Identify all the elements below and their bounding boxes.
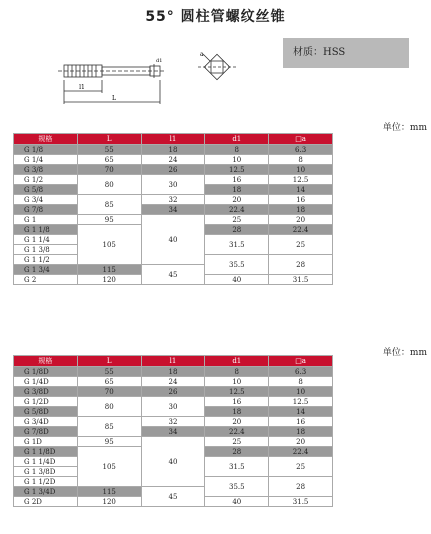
cell-d1: 12.5: [205, 387, 269, 397]
cell-a: 14: [269, 407, 333, 417]
cell-d1: 8: [205, 145, 269, 155]
cell-l1: 45: [141, 487, 205, 507]
cell-L: 120: [77, 275, 141, 285]
cell-d1: 40: [205, 497, 269, 507]
cell-size: G 1 3/4D: [14, 487, 78, 497]
cell-size: G 7/8D: [14, 427, 78, 437]
unit-label-2: 单位：mm: [382, 348, 427, 358]
table-row: [14, 397, 333, 407]
cell-d1: 10: [205, 155, 269, 165]
table-row: [14, 377, 333, 387]
cell-size: G 3/8D: [14, 387, 78, 397]
cell-d1: 20: [205, 417, 269, 427]
cell-size: G 1 3/4: [14, 265, 78, 275]
cell-size: G 2: [14, 275, 78, 285]
cell-a: 25: [269, 457, 333, 477]
column-header: 规格: [14, 134, 78, 145]
cell-a: 22.4: [269, 447, 333, 457]
spec-table-1: [13, 133, 333, 285]
cell-L: 105: [77, 447, 141, 487]
table-row: [14, 175, 333, 185]
column-header: l1: [141, 356, 205, 367]
label-d1: d1: [156, 58, 163, 64]
column-header: d1: [205, 356, 269, 367]
cell-size: G 1D: [14, 437, 78, 447]
cell-d1: 31.5: [205, 457, 269, 477]
cell-size: G 2D: [14, 497, 78, 507]
cell-L: 95: [77, 215, 141, 225]
cell-size: G 7/8: [14, 205, 78, 215]
cell-l1: 24: [141, 155, 205, 165]
cell-d1: 25: [205, 437, 269, 447]
cell-d1: 18: [205, 407, 269, 417]
cell-L: 115: [77, 487, 141, 497]
column-header: □a: [269, 134, 333, 145]
column-header: d1: [205, 134, 269, 145]
tap-drawing: [58, 48, 238, 120]
cell-d1: 40: [205, 275, 269, 285]
cell-l1: 30: [141, 397, 205, 417]
cell-l1: 26: [141, 387, 205, 397]
cell-L: 115: [77, 265, 141, 275]
cell-size: G 1: [14, 215, 78, 225]
label-l1: l1: [79, 84, 85, 91]
cell-size: G 1/4: [14, 155, 78, 165]
cell-d1: 25: [205, 215, 269, 225]
cell-a: 31.5: [269, 497, 333, 507]
cell-L: 85: [77, 195, 141, 215]
table-row: [14, 427, 333, 437]
cell-l1: 34: [141, 205, 205, 215]
cell-a: 14: [269, 185, 333, 195]
cell-size: G 5/8: [14, 185, 78, 195]
cell-size: G 5/8D: [14, 407, 78, 417]
cell-l1: 34: [141, 427, 205, 437]
cell-d1: 10: [205, 377, 269, 387]
cell-a: 18: [269, 205, 333, 215]
cell-size: G 1 1/8D: [14, 447, 78, 457]
cell-size: G 3/4: [14, 195, 78, 205]
cell-a: 12.5: [269, 397, 333, 407]
cell-a: 28: [269, 477, 333, 497]
cell-d1: 28: [205, 225, 269, 235]
cell-a: 20: [269, 437, 333, 447]
cell-L: 65: [77, 377, 141, 387]
cell-l1: 24: [141, 377, 205, 387]
cell-size: G 1/8D: [14, 367, 78, 377]
cell-a: 25: [269, 235, 333, 255]
cell-size: G 1 3/8D: [14, 467, 78, 477]
cell-L: 70: [77, 165, 141, 175]
cell-L: 80: [77, 175, 141, 195]
cell-size: G 3/4D: [14, 417, 78, 427]
page-title: 55° 圆柱管螺纹丝锥: [145, 9, 286, 25]
label-l: L: [112, 95, 116, 102]
table-row: [14, 417, 333, 427]
cell-a: 31.5: [269, 275, 333, 285]
column-header: 规格: [14, 356, 78, 367]
cell-L: 120: [77, 497, 141, 507]
table-row: [14, 205, 333, 215]
unit-label-1: 单位：mm: [382, 123, 427, 133]
cell-a: 8: [269, 155, 333, 165]
table-row: [14, 367, 333, 377]
cell-l1: 32: [141, 195, 205, 205]
cell-d1: 16: [205, 397, 269, 407]
cell-a: 16: [269, 195, 333, 205]
table-row: [14, 437, 333, 447]
cell-a: 16: [269, 417, 333, 427]
cell-l1: 18: [141, 367, 205, 377]
table-row: [14, 387, 333, 397]
cell-d1: 16: [205, 175, 269, 185]
table-row: [14, 165, 333, 175]
spec-table-2: [13, 355, 333, 507]
cell-d1: 22.4: [205, 205, 269, 215]
cell-size: G 1/4D: [14, 377, 78, 387]
cell-a: 22.4: [269, 225, 333, 235]
cell-L: 85: [77, 417, 141, 437]
table-row: [14, 195, 333, 205]
cell-d1: 31.5: [205, 235, 269, 255]
cell-size: G 1/8: [14, 145, 78, 155]
table-row: [14, 155, 333, 165]
cell-a: 18: [269, 427, 333, 437]
cell-a: 20: [269, 215, 333, 225]
cell-a: 10: [269, 165, 333, 175]
cell-size: G 1 1/4D: [14, 457, 78, 467]
cell-size: G 1 1/8: [14, 225, 78, 235]
column-header: l1: [141, 134, 205, 145]
cell-size: G 1/2: [14, 175, 78, 185]
cell-d1: 35.5: [205, 477, 269, 497]
cell-l1: 40: [141, 215, 205, 265]
cell-size: G 1 1/4: [14, 235, 78, 245]
cell-L: 65: [77, 155, 141, 165]
cell-l1: 40: [141, 437, 205, 487]
cell-L: 55: [77, 367, 141, 377]
cell-L: 80: [77, 397, 141, 417]
cell-size: G 3/8: [14, 165, 78, 175]
cell-d1: 22.4: [205, 427, 269, 437]
cell-a: 28: [269, 255, 333, 275]
cell-a: 10: [269, 387, 333, 397]
cell-l1: 32: [141, 417, 205, 427]
cell-L: 55: [77, 145, 141, 155]
cell-a: 6.3: [269, 145, 333, 155]
cell-L: 70: [77, 387, 141, 397]
label-a: a: [200, 51, 204, 58]
cell-L: 105: [77, 225, 141, 265]
column-header: □a: [269, 356, 333, 367]
cell-d1: 28: [205, 447, 269, 457]
cell-l1: 18: [141, 145, 205, 155]
cell-d1: 20: [205, 195, 269, 205]
table-row: [14, 215, 333, 225]
cell-d1: 18: [205, 185, 269, 195]
table-row: [14, 145, 333, 155]
cell-size: G 1 1/2: [14, 255, 78, 265]
cell-d1: 12.5: [205, 165, 269, 175]
cell-size: G 1/2D: [14, 397, 78, 407]
column-header: L: [77, 356, 141, 367]
cell-size: G 1 1/2D: [14, 477, 78, 487]
cell-l1: 30: [141, 175, 205, 195]
cell-l1: 26: [141, 165, 205, 175]
cell-size: G 1 3/8: [14, 245, 78, 255]
cell-a: 6.3: [269, 367, 333, 377]
cell-L: 95: [77, 437, 141, 447]
material-box: 材质：HSS: [283, 38, 409, 68]
cell-d1: 35.5: [205, 255, 269, 275]
cell-a: 8: [269, 377, 333, 387]
cell-d1: 8: [205, 367, 269, 377]
column-header: L: [77, 134, 141, 145]
cell-a: 12.5: [269, 175, 333, 185]
cell-l1: 45: [141, 265, 205, 285]
